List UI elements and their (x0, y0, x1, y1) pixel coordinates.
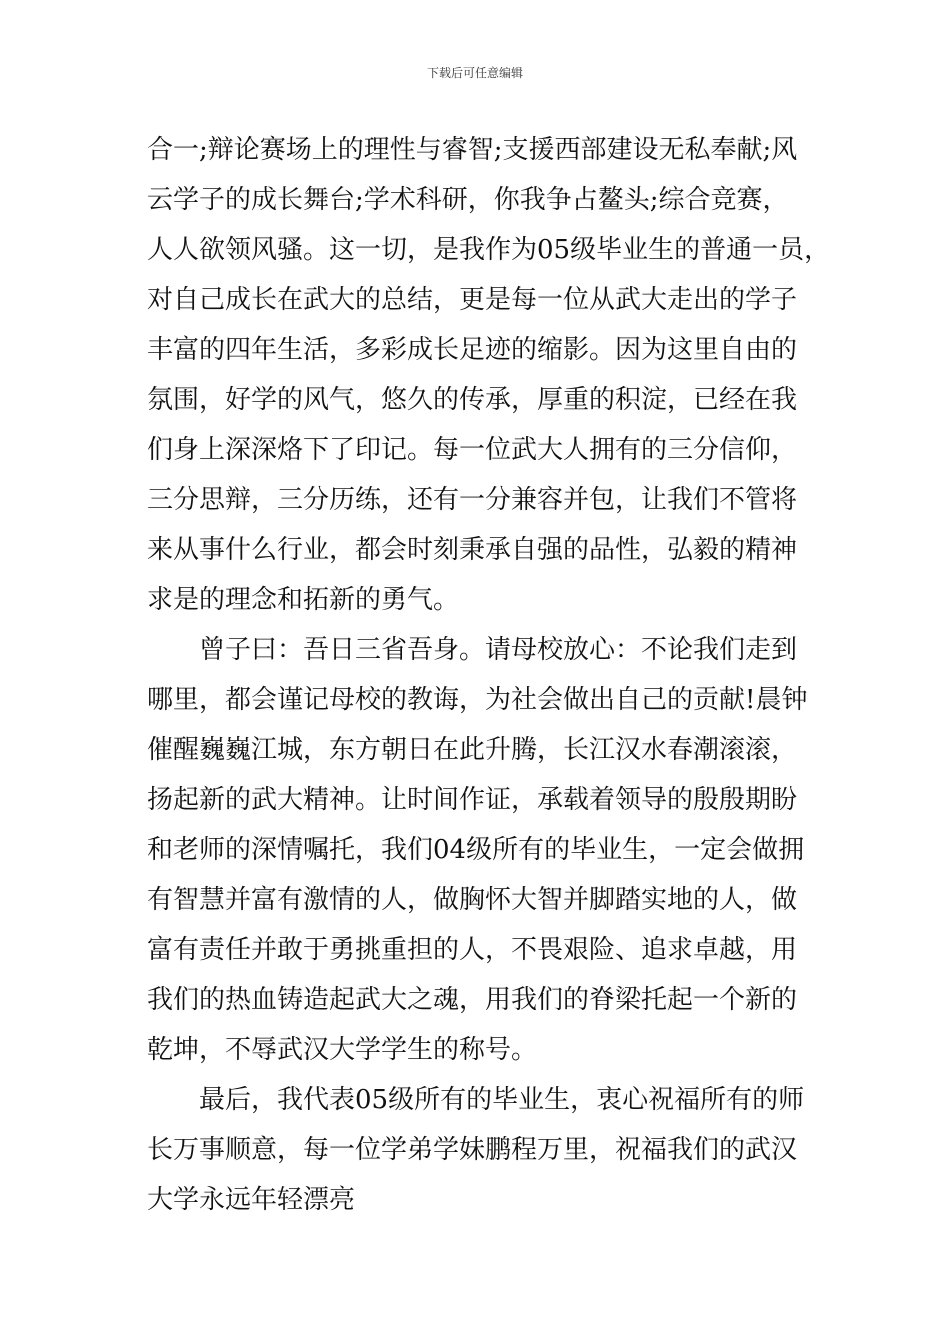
paragraph-1 (147, 125, 837, 625)
text-line: 和老师的深情嘱托，我们04级所有的毕业生，一定会做拥 (147, 835, 805, 865)
paragraph-2 (147, 625, 837, 1075)
text-line: 我们的热血铸造起武大之魂，用我们的脊梁托起一个新的 (147, 985, 798, 1015)
text-line: 最后，我代表05级所有的毕业生，衷心祝福所有的师 (199, 1085, 805, 1115)
text-line: 丰富的四年生活，多彩成长足迹的缩影。因为这里自由的 (147, 335, 798, 365)
text-line: 人人欲领风骚。这一切，是我作为05级毕业生的普通一员， (147, 235, 831, 265)
text-line: 扬起新的武大精神。让时间作证，承载着领导的殷殷期盼 (147, 785, 798, 815)
text-line: 长万事顺意，每一位学弟学妹鹏程万里，祝福我们的武汉 (147, 1135, 798, 1165)
text-line: 哪里，都会谨记母校的教诲，为社会做出自己的贡献!晨钟 (147, 685, 808, 715)
text-line: 催醒巍巍江城，东方朝日在此升腾，长江汉水春潮滚滚， (147, 735, 798, 765)
text-line: 们身上深深烙下了印记。每一位武大人拥有的三分信仰， (147, 435, 798, 465)
text-line: 三分思辩，三分历练，还有一分兼容并包，让我们不管将 (147, 485, 798, 515)
text-line: 求是的理念和拓新的勇气。 (147, 585, 460, 615)
text-line: 云学子的成长舞台;学术科研，你我争占鳌头;综合竞赛， (147, 185, 789, 215)
text-line: 来从事什么行业，都会时刻秉承自强的品性，弘毅的精神 (147, 535, 798, 565)
text-line: 乾坤，不辱武汉大学学生的称号。 (147, 1035, 538, 1065)
text-line: 氛围，好学的风气，悠久的传承，厚重的积淀，已经在我 (147, 385, 798, 415)
text-line: 有智慧并富有激情的人，做胸怀大智并脚踏实地的人，做 (147, 885, 798, 915)
header-note: 下载后可任意编辑 (426, 66, 523, 80)
paragraph-3 (147, 1075, 837, 1225)
text-line: 富有责任并敢于勇挑重担的人，不畏艰险、追求卓越，用 (147, 935, 798, 965)
text-line: 曾子曰：吾日三省吾身。请母校放心：不论我们走到 (199, 635, 798, 665)
text-line: 合一;辩论赛场上的理性与睿智;支援西部建设无私奉献;风 (147, 135, 798, 165)
text-line: 大学永远年轻漂亮 (147, 1185, 356, 1215)
document-body (147, 125, 837, 1225)
text-line: 对自己成长在武大的总结，更是每一位从武大走出的学子 (147, 285, 798, 315)
